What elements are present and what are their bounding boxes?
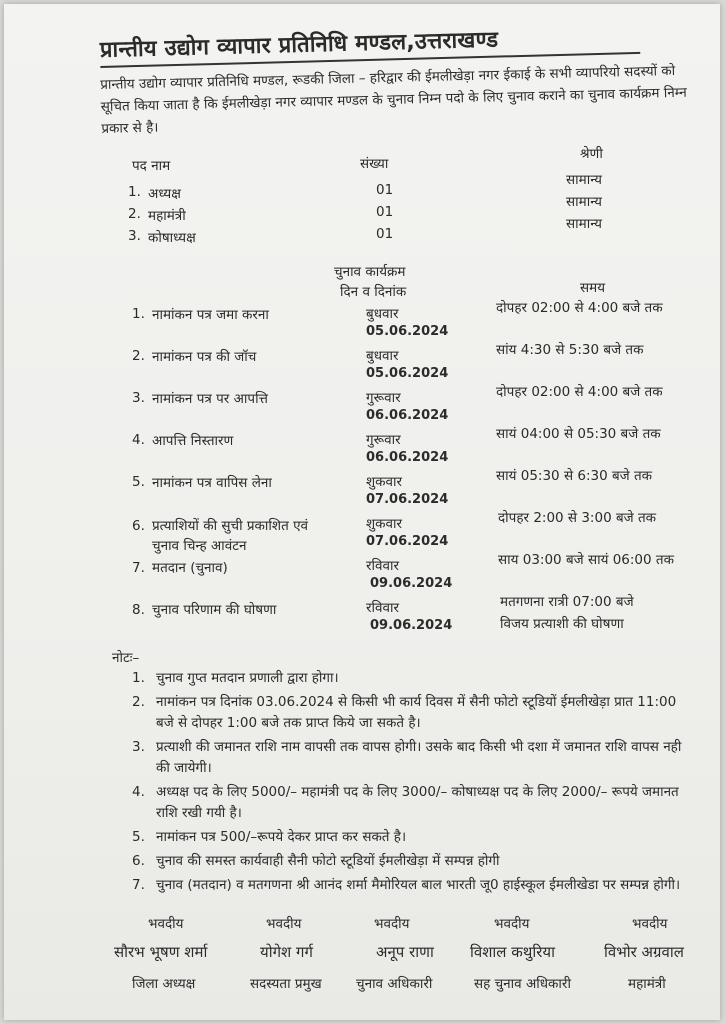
note-item (132, 668, 692, 689)
post-row-name: अध्यक्ष (148, 186, 181, 202)
schedule-subheading: दिन व दिनांक (340, 284, 407, 300)
schedule-row-time: सांय 4:30 से 5:30 बजे तक (496, 342, 644, 358)
signatory-name: अनूप राणा (376, 943, 434, 961)
schedule-row-num: 7. (132, 560, 145, 576)
schedule-row-day: गुरूवार (366, 390, 401, 406)
schedule-row-event: नामांकन पत्र वापिस लेना (152, 475, 272, 491)
schedule-row-date: 05.06.2024 (366, 366, 449, 381)
schedule-row-num: 8. (132, 602, 145, 618)
signatory-role: महामंत्री (628, 976, 666, 992)
note-text: चुनाव गुप्त मतदान प्रणाली द्वारा होगा। (156, 670, 339, 686)
post-row-category: सामान्य (566, 194, 603, 210)
note-text: अध्यक्ष पद के लिए 5000/– महामंत्री पद के लिए 3000/– कोषाध्यक्ष पद के लिए 2000/– रूपये जमानत राशि रखी गयी है। (156, 784, 679, 821)
schedule-time-header: समय (580, 280, 606, 296)
schedule-row-event: नामांकन पत्र पर आपत्ति (152, 391, 268, 407)
post-row-name: कोषाध्यक्ष (148, 230, 196, 246)
schedule-row-day: बुधवार (366, 348, 399, 364)
post-row-num: 1. (128, 184, 141, 200)
schedule-row-event-line2: चुनाव चिन्ह आवंटन (152, 538, 247, 554)
note-item (132, 875, 692, 896)
note-num: 1. (132, 670, 145, 686)
intro-paragraph: प्रान्तीय उद्योग व्यापार प्रतिनिधि मण्डल, रूडकी जिला – हरिद्वार की ईमलीखेड़ा नगर ईकाई के सभी व्यापरियो सदस्यों को सूचित किया जाता है कि ईमलीखेड़ा नगर व्यापार मण्डल के चुनाव निम्न पदो के लिए चुनाव कराने का चुनाव कार्यक्रम निम्न प्रकार से है। (100, 62, 688, 137)
schedule-row-event: नामांकन पत्र की जॉच (152, 349, 257, 365)
schedule-heading: चुनाव कार्यक्रम (334, 264, 406, 280)
note-item (132, 692, 692, 734)
schedule-row-event: प्रत्याशियों की सुची प्रकाशित एवं (152, 518, 309, 534)
schedule-row-time: सायं 05:30 से 6:30 बजे तक (496, 468, 653, 484)
schedule-row-day: शुकवार (366, 516, 403, 532)
schedule-row-date: 06.06.2024 (366, 450, 449, 465)
note-num: 4. (132, 784, 145, 800)
schedule-row-date: 07.06.2024 (366, 492, 449, 507)
signatory-role: जिला अध्यक्ष (132, 976, 196, 992)
note-item (132, 737, 692, 779)
signatory-salutation: भवदीय (632, 916, 668, 932)
schedule-row-time: दोपहर 2:00 से 3:00 बजे तक (498, 510, 657, 526)
post-row-count: 01 (376, 226, 394, 242)
post-row-count: 01 (376, 204, 394, 220)
note-item (132, 827, 692, 848)
schedule-row-date: 07.06.2024 (366, 534, 449, 549)
signatory-role: चुनाव अधिकारी (356, 976, 433, 992)
schedule-row-day: रविवार (366, 558, 400, 574)
note-num: 3. (132, 739, 145, 755)
note-text: नामांकन पत्र 500/–रूपये देकर प्राप्त कर सकते है। (156, 829, 407, 845)
note-text: चुनाव की समस्त कार्यवाही सैनी फोटो स्टूडियों ईमलीखेड़ा में सम्पन्न होगी (156, 853, 500, 869)
schedule-row-event: चुनाव परिणाम की घोषणा (152, 602, 277, 618)
schedule-row-day: रविवार (366, 600, 400, 616)
posts-header-post: पद नाम (132, 158, 171, 174)
signatory-role: सह चुनाव अधिकारी (474, 976, 571, 992)
signatory-name: विशाल कथुरिया (470, 943, 555, 961)
post-row-category: सामान्य (566, 216, 603, 232)
schedule-row-time: दोपहर 02:00 से 4:00 बजे तक (496, 384, 663, 400)
signatory-name: विभोर अग्रवाल (604, 943, 684, 961)
note-text: चुनाव (मतदान) व मतगणना श्री आनंद शर्मा मैमोरियल बाल भारती जू0 हाईस्कूल ईमलीखेडा पर सम्पन्न होगी। (156, 877, 681, 893)
schedule-row-date: 09.06.2024 (370, 576, 453, 591)
note-item (132, 782, 692, 824)
notes-heading: नोटः– (112, 650, 140, 666)
post-row-num: 3. (128, 228, 141, 244)
schedule-row-date: 06.06.2024 (366, 408, 449, 423)
schedule-row-time: मतगणना रात्री 07:00 बजे (500, 594, 634, 610)
schedule-row-event: मतदान (चुनाव) (152, 560, 228, 576)
notice-sheet (4, 4, 720, 1020)
post-row-name: महामंत्री (148, 208, 186, 224)
schedule-row-num: 6. (132, 518, 145, 534)
posts-header-category: श्रेणी (580, 146, 603, 162)
schedule-row-date: 05.06.2024 (366, 324, 449, 339)
schedule-row-time: साय 03:00 बजे सायं 06:00 तक (498, 552, 674, 568)
note-num: 6. (132, 853, 145, 869)
schedule-row-time-line2: विजय प्रत्याशी की घोषणा (500, 616, 624, 632)
signatory-salutation: भवदीय (266, 916, 302, 932)
schedule-row-day: शुकवार (366, 474, 403, 490)
note-item (132, 851, 692, 872)
schedule-row-day: गुरूवार (366, 432, 401, 448)
signatory-name: सौरभ भूषण शर्मा (114, 943, 208, 961)
schedule-row-num: 2. (132, 348, 145, 364)
post-row-count: 01 (376, 182, 394, 198)
note-num: 7. (132, 877, 145, 893)
notes-list (132, 668, 692, 899)
signatory-salutation: भवदीय (494, 916, 530, 932)
posts-header-count: संख्या (360, 156, 389, 172)
post-row-num: 2. (128, 206, 141, 222)
schedule-row-num: 3. (132, 390, 145, 406)
schedule-row-num: 1. (132, 306, 145, 322)
notice-title: प्रान्तीय उद्योग व्यापार प्रतिनिधि मण्डल,उत्तराखण्ड (100, 20, 641, 68)
note-num: 5. (132, 829, 145, 845)
post-row-category: सामान्य (566, 172, 603, 188)
schedule-row-time: दोपहर 02:00 से 4:00 बजे तक (496, 300, 663, 316)
note-text: नामांकन पत्र दिनांक 03.06.2024 से किसी भी कार्य दिवस में सैनी फोटो स्टूडियों ईमलीखेड़ा प्रात 11:00 बजे से दोपहर 1:00 बजे तक प्राप्त किये जा सकते है। (156, 694, 677, 731)
note-num: 2. (132, 694, 145, 710)
schedule-row-num: 5. (132, 474, 145, 490)
signatory-salutation: भवदीय (374, 916, 410, 932)
schedule-row-num: 4. (132, 432, 145, 448)
signatory-name: योगेश गर्ग (260, 943, 313, 961)
schedule-row-day: बुधवार (366, 306, 399, 322)
signatory-salutation: भवदीय (148, 916, 184, 932)
schedule-row-date: 09.06.2024 (370, 618, 453, 633)
schedule-row-event: नामांकन पत्र जमा करना (152, 307, 269, 323)
signatory-role: सदस्यता प्रमुख (250, 976, 322, 992)
schedule-row-time: सायं 04:00 से 05:30 बजे तक (496, 426, 661, 442)
schedule-row-event: आपत्ति निस्तारण (152, 433, 234, 449)
note-text: प्रत्याशी की जमानत राशि नाम वापसी तक वापस होगी। उसके बाद किसी भी दशा में जमानत राशि वापस नही की जायेगी। (156, 739, 682, 776)
